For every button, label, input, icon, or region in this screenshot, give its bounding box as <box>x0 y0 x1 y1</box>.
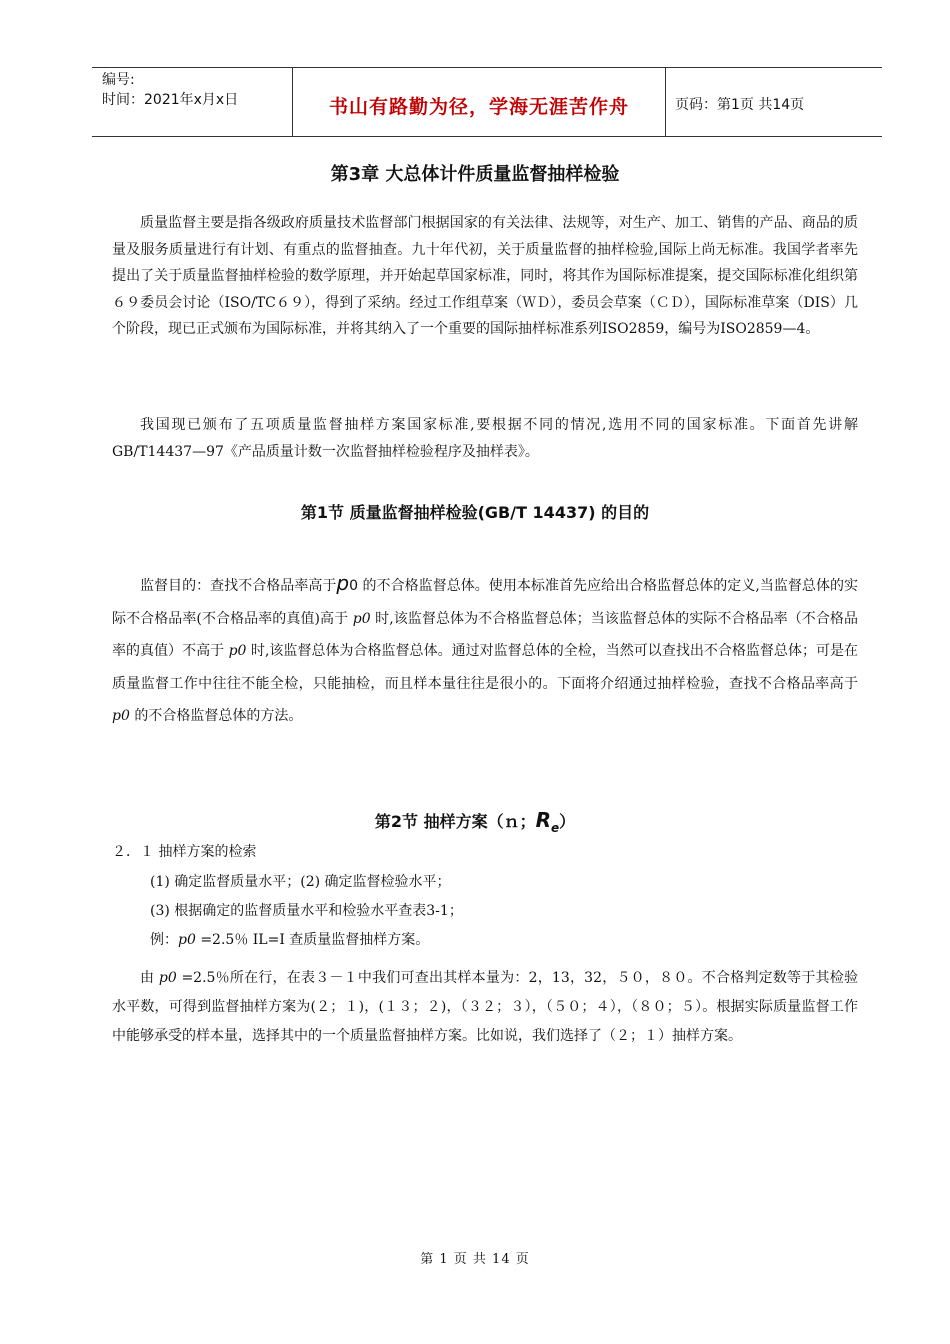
motto: 书山有路勤为径，学海无涯苦作舟 <box>328 96 629 118</box>
section-2-paragraph: 由 p0 =2.5％所在行，在表３－１中我们可查出其样本量为：2，13，32，５０，８０。不合格判定数等于其检验水平数，可得到监督抽样方案为(２；１)，(１３；２)，（３２；３），（５０；４），（８０；５）。根据实际质量监督工作中能够承受的样本量，选择其中的一个质量监督抽样方案。比如说，我们选择了（２；１）抽样方案。 <box>112 970 859 1044</box>
section-1-title: 第1节 质量监督抽样检验(GB/T 14437) 的目的 <box>300 503 650 522</box>
s1-text-a: 监督目的：查找不合格品率高于 <box>140 578 337 594</box>
example-line: 例：p0 =2.5％ IL=Ⅰ 查质量监督抽样方案。 <box>150 932 430 948</box>
chapter-title: 第3章 大总体计件质量监督抽样检验 <box>330 164 620 185</box>
re-symbol: $R_e$ <box>535 808 560 835</box>
s1-text-d: 时,该监督总体为合格监督总体。通过对监督总体的全检，当然可以查找出不合格监督总体；可是在质量监督工作中往往不能全检，只能抽检，而且样本量往往是很小的。下面将介绍通过抽样检验，查找不合格品率高于 <box>112 643 859 692</box>
s1-text-e: 的不合格监督总体的方法。 <box>134 708 303 724</box>
intro-paragraph-1: 质量监督主要是指各级政府质量技术监督部门根据国家的有关法律、法规等，对生产、加工、销售的产品、商品的质量及服务质量进行有计划、有重点的监督抽查。九十年代初，关于质量监督的抽样检验,国际上尚无标准。我国学者率先提出了关于质量监督抽样检验的数学原理，并开始起草国家标准，同时，将其作为国际标准提案，提交国际标准化组织第６９委员会讨论（ISO/TC６９），得到了采纳。经过工作组草案（ＷＤ），委员会草案（ＣＤ），国际标准草案（DIS）几个阶段，现已正式颁布为国际标准，并将其纳入了一个重要的国际抽样标准系列ISO2859，编号为ISO2859—4。 <box>112 215 858 337</box>
page-header <box>92 67 882 137</box>
p0-inline: p0 <box>158 970 177 986</box>
step-3: (3) 根据确定的监督质量水平和检验水平查表3-1； <box>150 903 463 919</box>
s1-text-b: 的不合格监督总体。使用本标准首先应给出合格监督总体的定义,当监督总体的实际不合格品率(不合格品率的真值)高于 <box>112 578 859 627</box>
time-label: 时间：2021年x月x日 <box>102 92 239 108</box>
p0-inline: p0 <box>352 610 371 627</box>
section-2-title: 第2节 抽样方案（ｎ；$R_e$） <box>374 808 576 835</box>
header-motto-cell <box>292 68 666 136</box>
intro-paragraph-2: 我国现已颁布了五项质量监督抽样方案国家标准,要根据不同的情况,选用不同的国家标准。下面首先讲解GB/T14437—97《产品质量计数一次监督抽样检验程序及抽样表》。 <box>112 417 858 460</box>
p0-symbol: p0 <box>336 571 359 595</box>
header-info-cell <box>92 68 292 136</box>
step-1-2: (1) 确定监督质量水平；(2) 确定监督检验水平； <box>150 874 451 890</box>
header-page-cell <box>665 68 882 136</box>
page-footer: 第 1 页 共 14 页 <box>420 1252 530 1267</box>
p0-inline: p0 <box>228 643 247 659</box>
code-label: 编号: <box>102 72 135 88</box>
s1-text-c: 时,该监督总体为不合格监督总体；当该监督总体的实际不合格品率（不合格品率的真值）不高于 <box>112 610 858 659</box>
section-1-paragraph <box>112 567 858 733</box>
sub-heading-2-1: ２．１ 抽样方案的检索 <box>112 844 257 860</box>
page-code: 页码：第1页 共14页 <box>675 97 805 113</box>
p0-inline: p0 <box>112 708 130 724</box>
